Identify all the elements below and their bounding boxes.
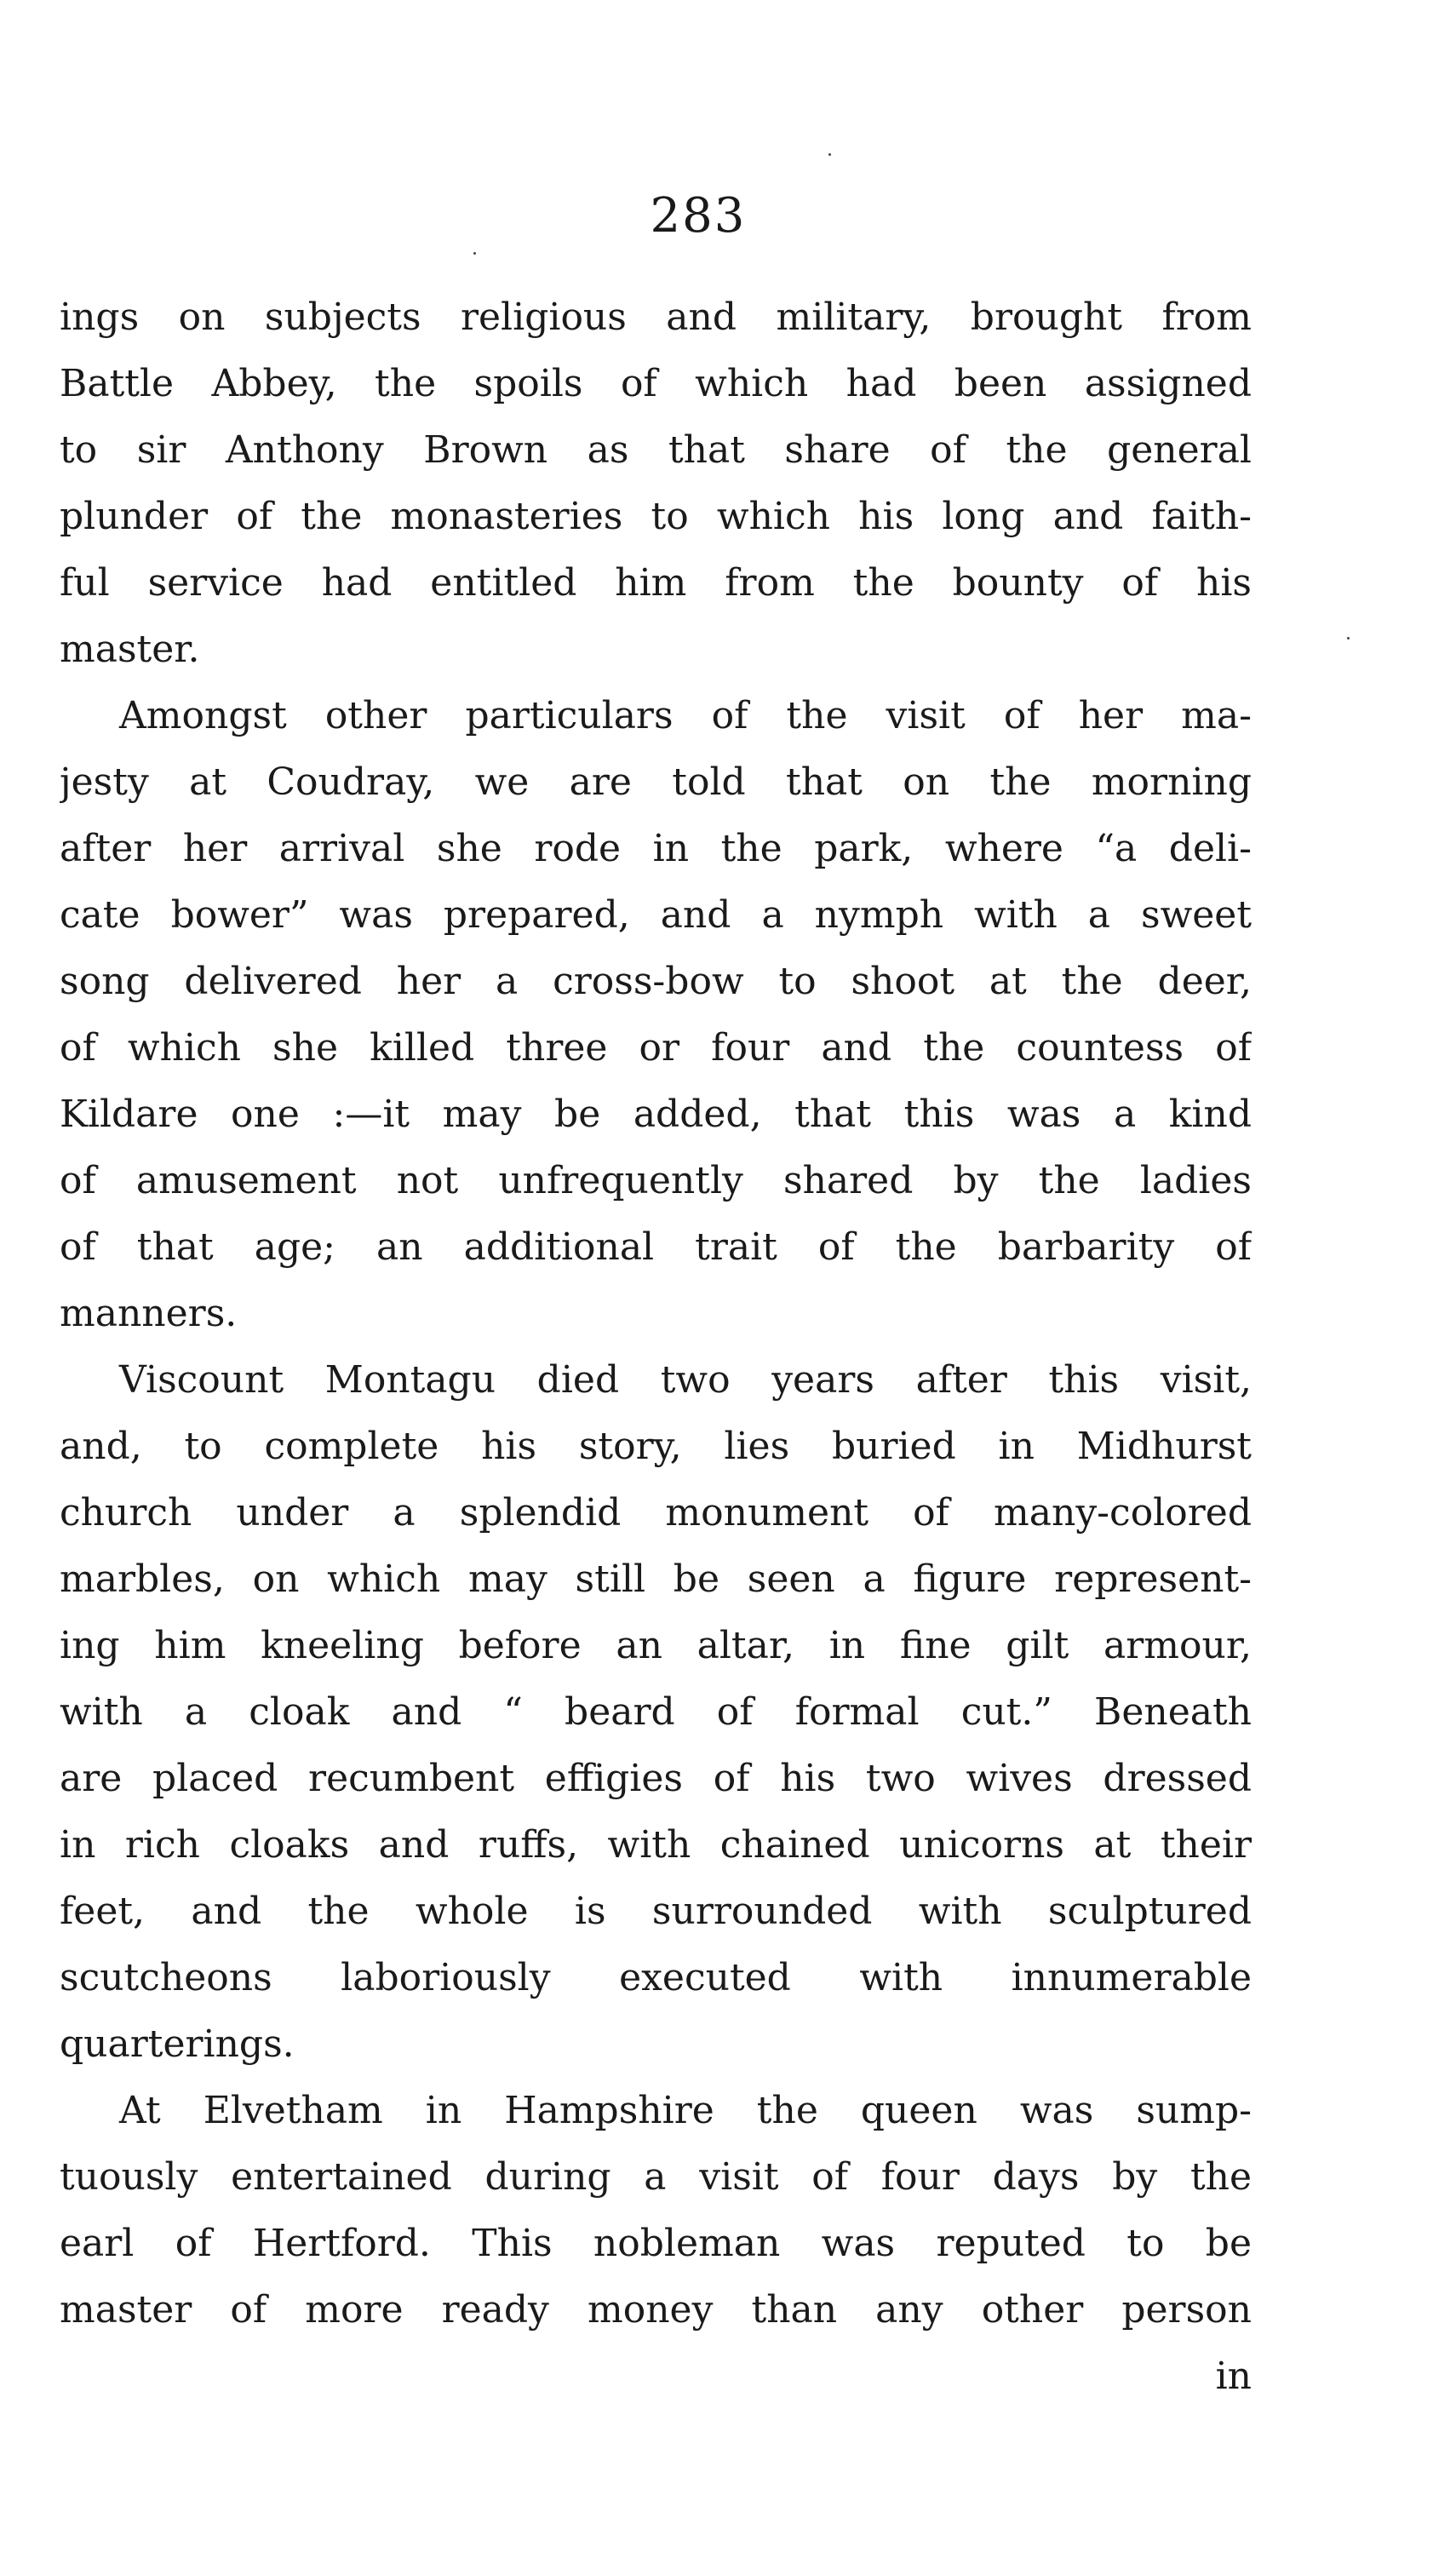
text-line: quarterings. bbox=[60, 2022, 295, 2066]
paper-speck bbox=[828, 153, 831, 156]
text-line: Kildare one :—it may be added, that this was a kind bbox=[60, 1093, 1252, 1136]
text-line: ing him kneeling before an altar, in fine gilt armour, bbox=[60, 1624, 1252, 1667]
body-text bbox=[60, 284, 1252, 2410]
catchword: in bbox=[1215, 2355, 1252, 2398]
text-line: feet, and the whole is surrounded with sculptured bbox=[60, 1890, 1252, 1933]
text-line: of amusement not unfrequently shared by the ladies bbox=[60, 1159, 1252, 1202]
paper-speck bbox=[473, 252, 476, 255]
text-line: Amongst other particulars of the visit of her ma- bbox=[119, 694, 1252, 737]
paper-speck bbox=[1347, 637, 1350, 640]
text-line: ful service had entitled him from the bounty of his bbox=[60, 561, 1252, 605]
text-line: church under a splendid monument of many-colored bbox=[60, 1491, 1252, 1534]
text-line: manners. bbox=[60, 1292, 238, 1335]
text-line: in rich cloaks and ruffs, with chained unicorns at their bbox=[60, 1823, 1252, 1867]
text-line: earl of Hertford. This nobleman was reputed to be bbox=[60, 2222, 1252, 2265]
text-line: master. bbox=[60, 628, 200, 671]
text-line: master of more ready money than any other person bbox=[60, 2288, 1252, 2332]
text-line: ings on subjects religious and military, brought from bbox=[60, 295, 1252, 339]
text-line: of which she killed three or four and the countess of bbox=[60, 1026, 1252, 1070]
text-line: Viscount Montagu died two years after this visit, bbox=[119, 1358, 1252, 1402]
text-line: Battle Abbey, the spoils of which had been assigned bbox=[60, 362, 1252, 405]
text-line: and, to complete his story, lies buried in Midhurst bbox=[60, 1425, 1252, 1468]
text-line: At Elvetham in Hampshire the queen was sump- bbox=[119, 2089, 1252, 2132]
text-line: with a cloak and “ beard of formal cut.” Beneath bbox=[60, 1690, 1252, 1734]
text-line: are placed recumbent effigies of his two wives dressed bbox=[60, 1757, 1252, 1800]
text-line: jesty at Coudray, we are told that on the morning bbox=[60, 760, 1252, 804]
page-number: 283 bbox=[650, 188, 747, 244]
text-line: after her arrival she rode in the park, where “a deli- bbox=[60, 827, 1252, 870]
text-line: of that age; an additional trait of the barbarity of bbox=[60, 1225, 1252, 1269]
text-line: song delivered her a cross-bow to shoot at the deer, bbox=[60, 960, 1252, 1003]
text-line: scutcheons laboriously executed with innumerable bbox=[60, 1956, 1252, 1999]
text-line: plunder of the monasteries to which his long and faith- bbox=[60, 495, 1252, 538]
text-line: cate bower” was prepared, and a nymph with a sweet bbox=[60, 893, 1252, 937]
text-line: tuously entertained during a visit of four days by the bbox=[60, 2155, 1252, 2199]
text-line: to sir Anthony Brown as that share of the general bbox=[60, 428, 1252, 472]
text-line: marbles, on which may still be seen a figure represent- bbox=[60, 1557, 1252, 1601]
